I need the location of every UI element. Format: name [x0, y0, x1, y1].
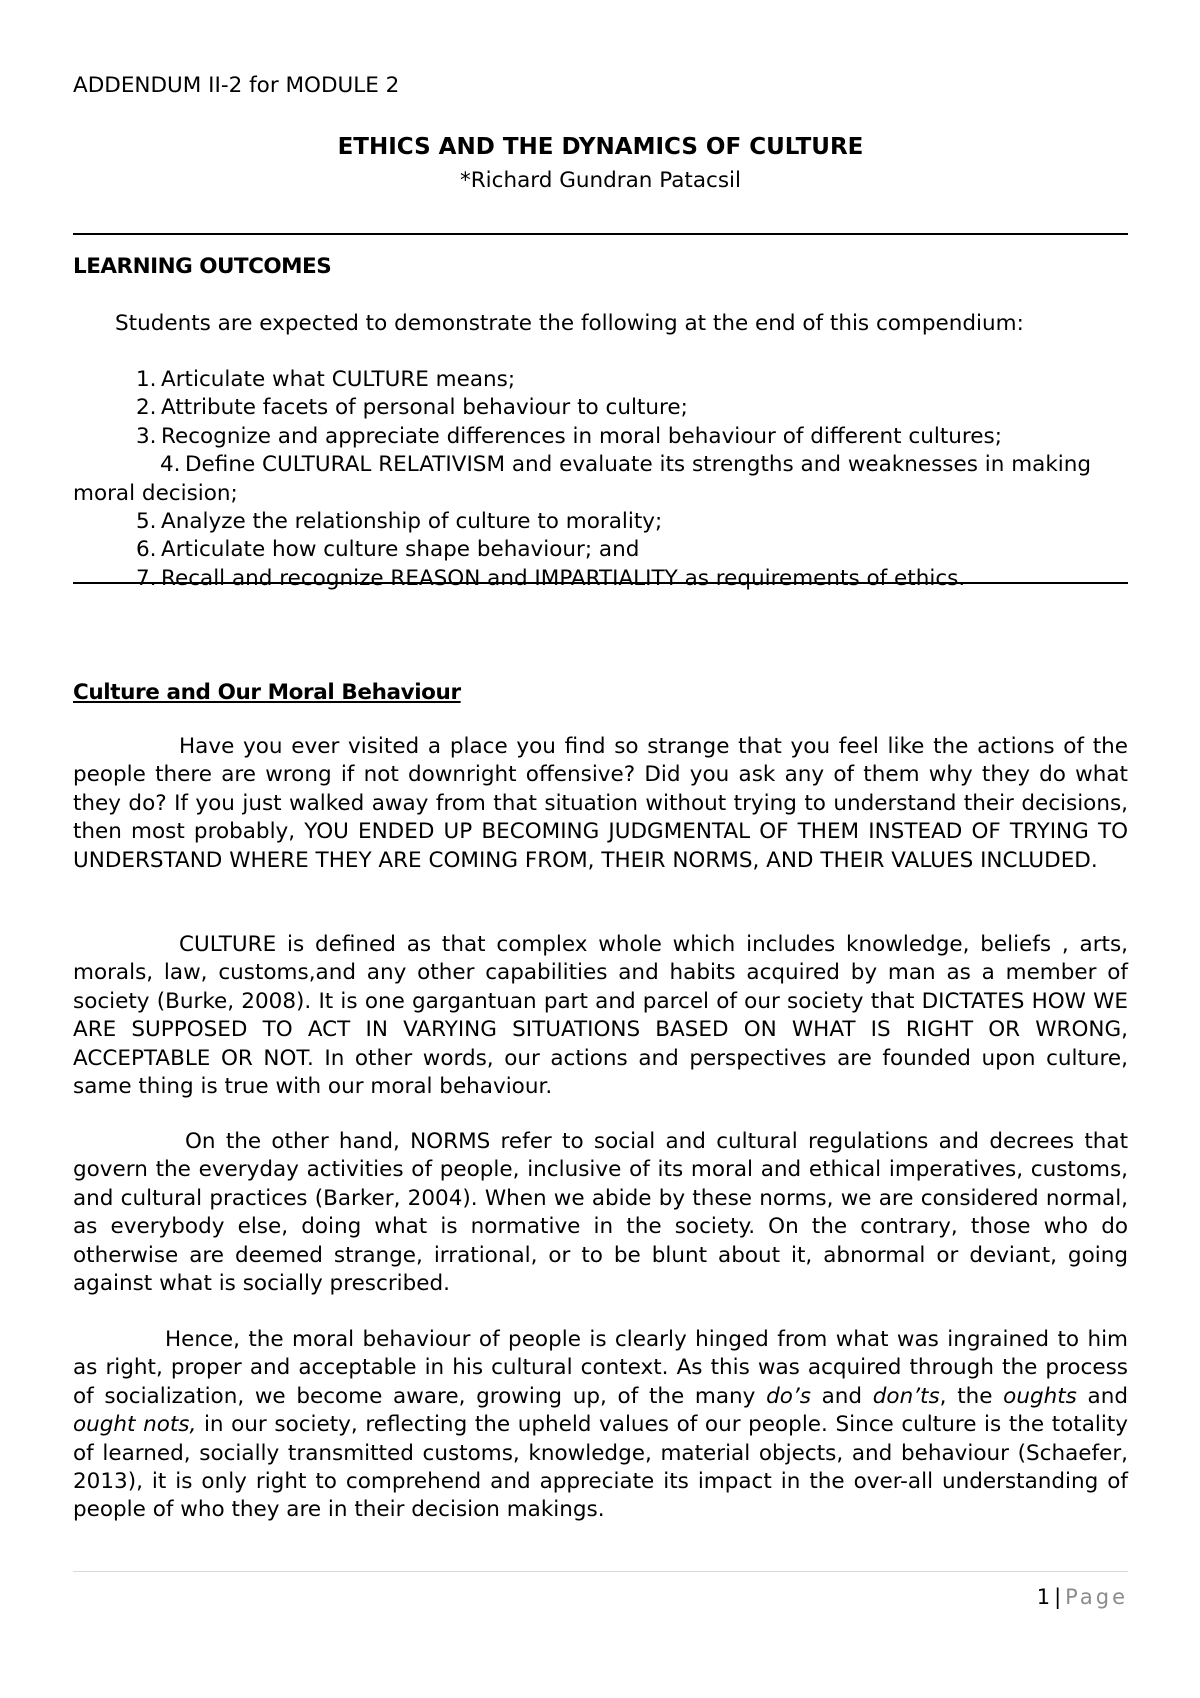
page-footer [1037, 1583, 1128, 1611]
bottom-divider [73, 582, 1128, 584]
footer-divider [73, 1571, 1128, 1572]
paragraph-1: Have you ever visited a place you find so strange that you feel like the actions of the people there are wrong if not downright offensive? Did you ask any of them why they do what they do? If you just walked away from that situation without trying to understand their decisions, then most probably, YOU ENDED UP BECOMING JUDGMENTAL OF THEM INSTEAD OF TRYING TO UNDERSTAND WHERE THEY ARE COMING FROM, THEIR NORMS, AND THEIR VALUES INCLUDED. [73, 734, 1128, 873]
paragraph-2: CULTURE is defined as that complex whole which includes knowledge, beliefs , arts, morals, law, customs,and any other capabilities and habits acquired by man as a member of society (Burke, 2008). It is one gargantuan part and parcel of our society that DICTATES HOW WE ARE SUPPOSED TO ACT IN VARYING SITUATIONS BASED ON WHAT IS RIGHT OR WRONG, ACCEPTABLE OR NOT. In other words, our actions and perspectives are founded upon culture, same thing is true with our moral behaviour. [73, 932, 1128, 1100]
italic-donts: don’ts [872, 1383, 940, 1409]
outcome-item: 3. Recognize and appreciate differences in moral behaviour of different cultures; [136, 423, 1002, 449]
outcome-item: 4. Define CULTURAL RELATIVISM and evaluate its strengths and weaknesses in making moral decision; [73, 452, 1092, 506]
paragraph-4: Hence, the moral behaviour of people is clearly hinged from what was ingrained to him as right, proper and acceptable in his cultural context. As this was acquired through the process of socialization, we become aware, growing up, of the many do’s and don’ts, the oughts and ought nots, in our society, reflecting the upheld values of our people. Since culture is the totality of learned, socially transmitted customs, knowledge, material objects, and behaviour (Schaefer, 2013), it is only right to comprehend and appreciate its impact in the over-all understanding of people of who they are in their decision makings. [73, 1327, 1128, 1523]
learning-outcomes-list [73, 366, 1128, 593]
document-title: ETHICS AND THE DYNAMICS OF CULTURE [337, 134, 864, 160]
outcome-item: 1. Articulate what CULTURE means; [136, 367, 516, 392]
italic-oughts: oughts [1003, 1383, 1077, 1409]
author-name: *Richard Gundran Patacsil [459, 168, 741, 193]
top-divider [73, 233, 1128, 235]
addendum-label: ADDENDUM II-2 for MODULE 2 [73, 73, 400, 98]
outcome-item: 2. Attribute facets of personal behaviour to culture; [136, 395, 688, 421]
outcome-item: 5. Analyze the relationship of culture to morality; [136, 509, 663, 535]
page-number: 1 [1036, 1585, 1051, 1609]
learning-outcomes-heading: LEARNING OUTCOMES [73, 254, 332, 279]
paragraph-3: On the other hand, NORMS refer to social and cultural regulations and decrees that govern the everyday activities of people, inclusive of its moral and ethical imperatives, customs, and cultural practices (Barker, 2004). When we abide by these norms, we are considered normal, as everybody else, doing what is normative in the society. On the contrary, those who do otherwise are deemed strange, irrational, or to be blunt about it, abnormal or deviant, going against what is socially prescribed. [73, 1129, 1128, 1297]
learning-outcomes-intro: Students are expected to demonstrate the following at the end of this compendium: [115, 311, 1024, 336]
section-heading: Culture and Our Moral Behaviour [73, 680, 461, 705]
outcome-item: 7. Recall and recognize REASON and IMPARTIALITY as requirements of ethics. [136, 565, 966, 591]
outcome-item: 6. Articulate how culture shape behaviour; and [136, 537, 640, 563]
italic-dos: do’s [766, 1383, 811, 1409]
italic-ought-nots: ought nots, [73, 1412, 197, 1438]
page-label: Page [1065, 1585, 1128, 1609]
footer-separator: | [1054, 1585, 1062, 1609]
